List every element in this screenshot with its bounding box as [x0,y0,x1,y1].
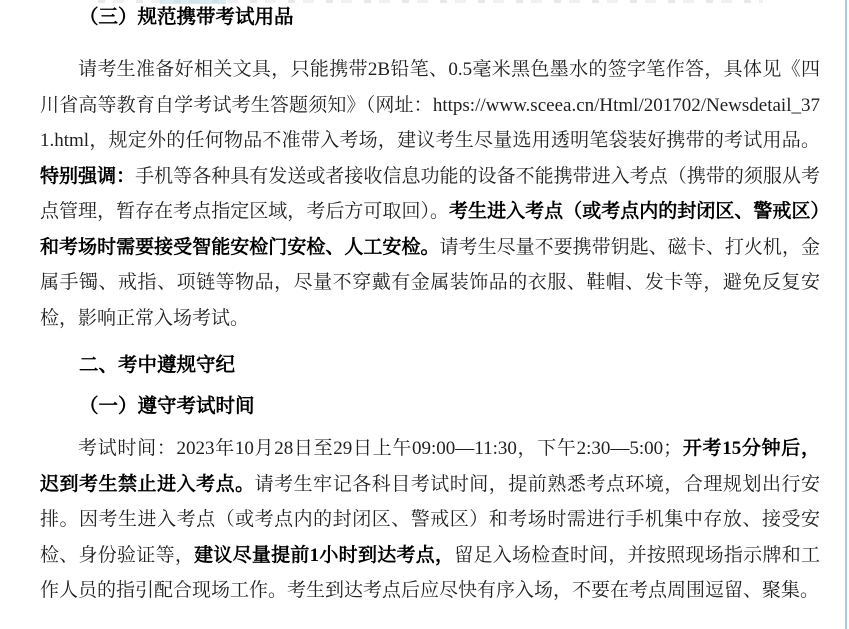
paragraph-exam-time [40,431,820,609]
section-heading-exam-supplies: （三）规范携带考试用品 [79,7,294,28]
emphasis-text: 建议尽量提前1小时到达考点， [194,544,455,566]
body-text: 留足入场检查时间，并按照现场指示牌和工作人员的指引配合现场工作。考生到达考点后应尽快有序入场，不要在考点周围逗留、聚集。 [40,544,820,601]
body-text: 手机等各种具有发送或者接收信息功能的设备不能携带进入考点（携带的须服从考点管理，暂存在考点指定区域，考后方可取回）。 [40,165,820,222]
body-text: 请考生准备好相关文具，只能携带2B铅笔、0.5毫米黑色墨水的签字笔作答，具体见《四川省高等教育自学考试考生答题须知》（网址： [40,59,820,116]
page-right-border [845,0,847,629]
emphasis-text: 开考15分钟后，迟到考生禁止进入考点。 [40,438,820,495]
emphasis-text: 特别强调： [40,165,136,187]
paragraph-exam-supplies [40,52,820,336]
url-text: https://www.sceea.cn/Html/201702/Newsdetail_371.html [40,94,820,151]
document-content [40,6,820,609]
section-heading-exam-time: （一）遵守考试时间 [79,396,255,417]
emphasis-text: 考生进入考点（或考点内的封闭区、警戒区）和考场时需要接受智能安检门安检、人工安检。 [40,201,820,258]
body-text: 考试时间：2023年10月28日至29日上午09:00—11:30，下午2:30—5:00； [78,438,683,459]
top-crop-artifact-blue [160,0,226,4]
part-heading-rules-during-exam: 二、考中遵规守纪 [79,355,236,376]
body-text: 请考生尽量不要携带钥匙、磁卡、打火机，金属手镯、戒指、项链等物品，尽量不穿戴有金属装饰品的衣服、鞋帽、发卡等，避免反复安检，影响正常入场考试。 [40,236,820,329]
body-text: ，规定外的任何物品不准带入考场，建议考生尽量选用透明笔袋装好携带的考试用品。 [89,130,820,151]
body-text: 请考生牢记各科目考试时间，提前熟悉考点环境，合理规划出行安排。因考生进入考点（或考点内的封闭区、警戒区）和考场时需进行手机集中存放、接受安检、身份验证等， [40,473,820,566]
